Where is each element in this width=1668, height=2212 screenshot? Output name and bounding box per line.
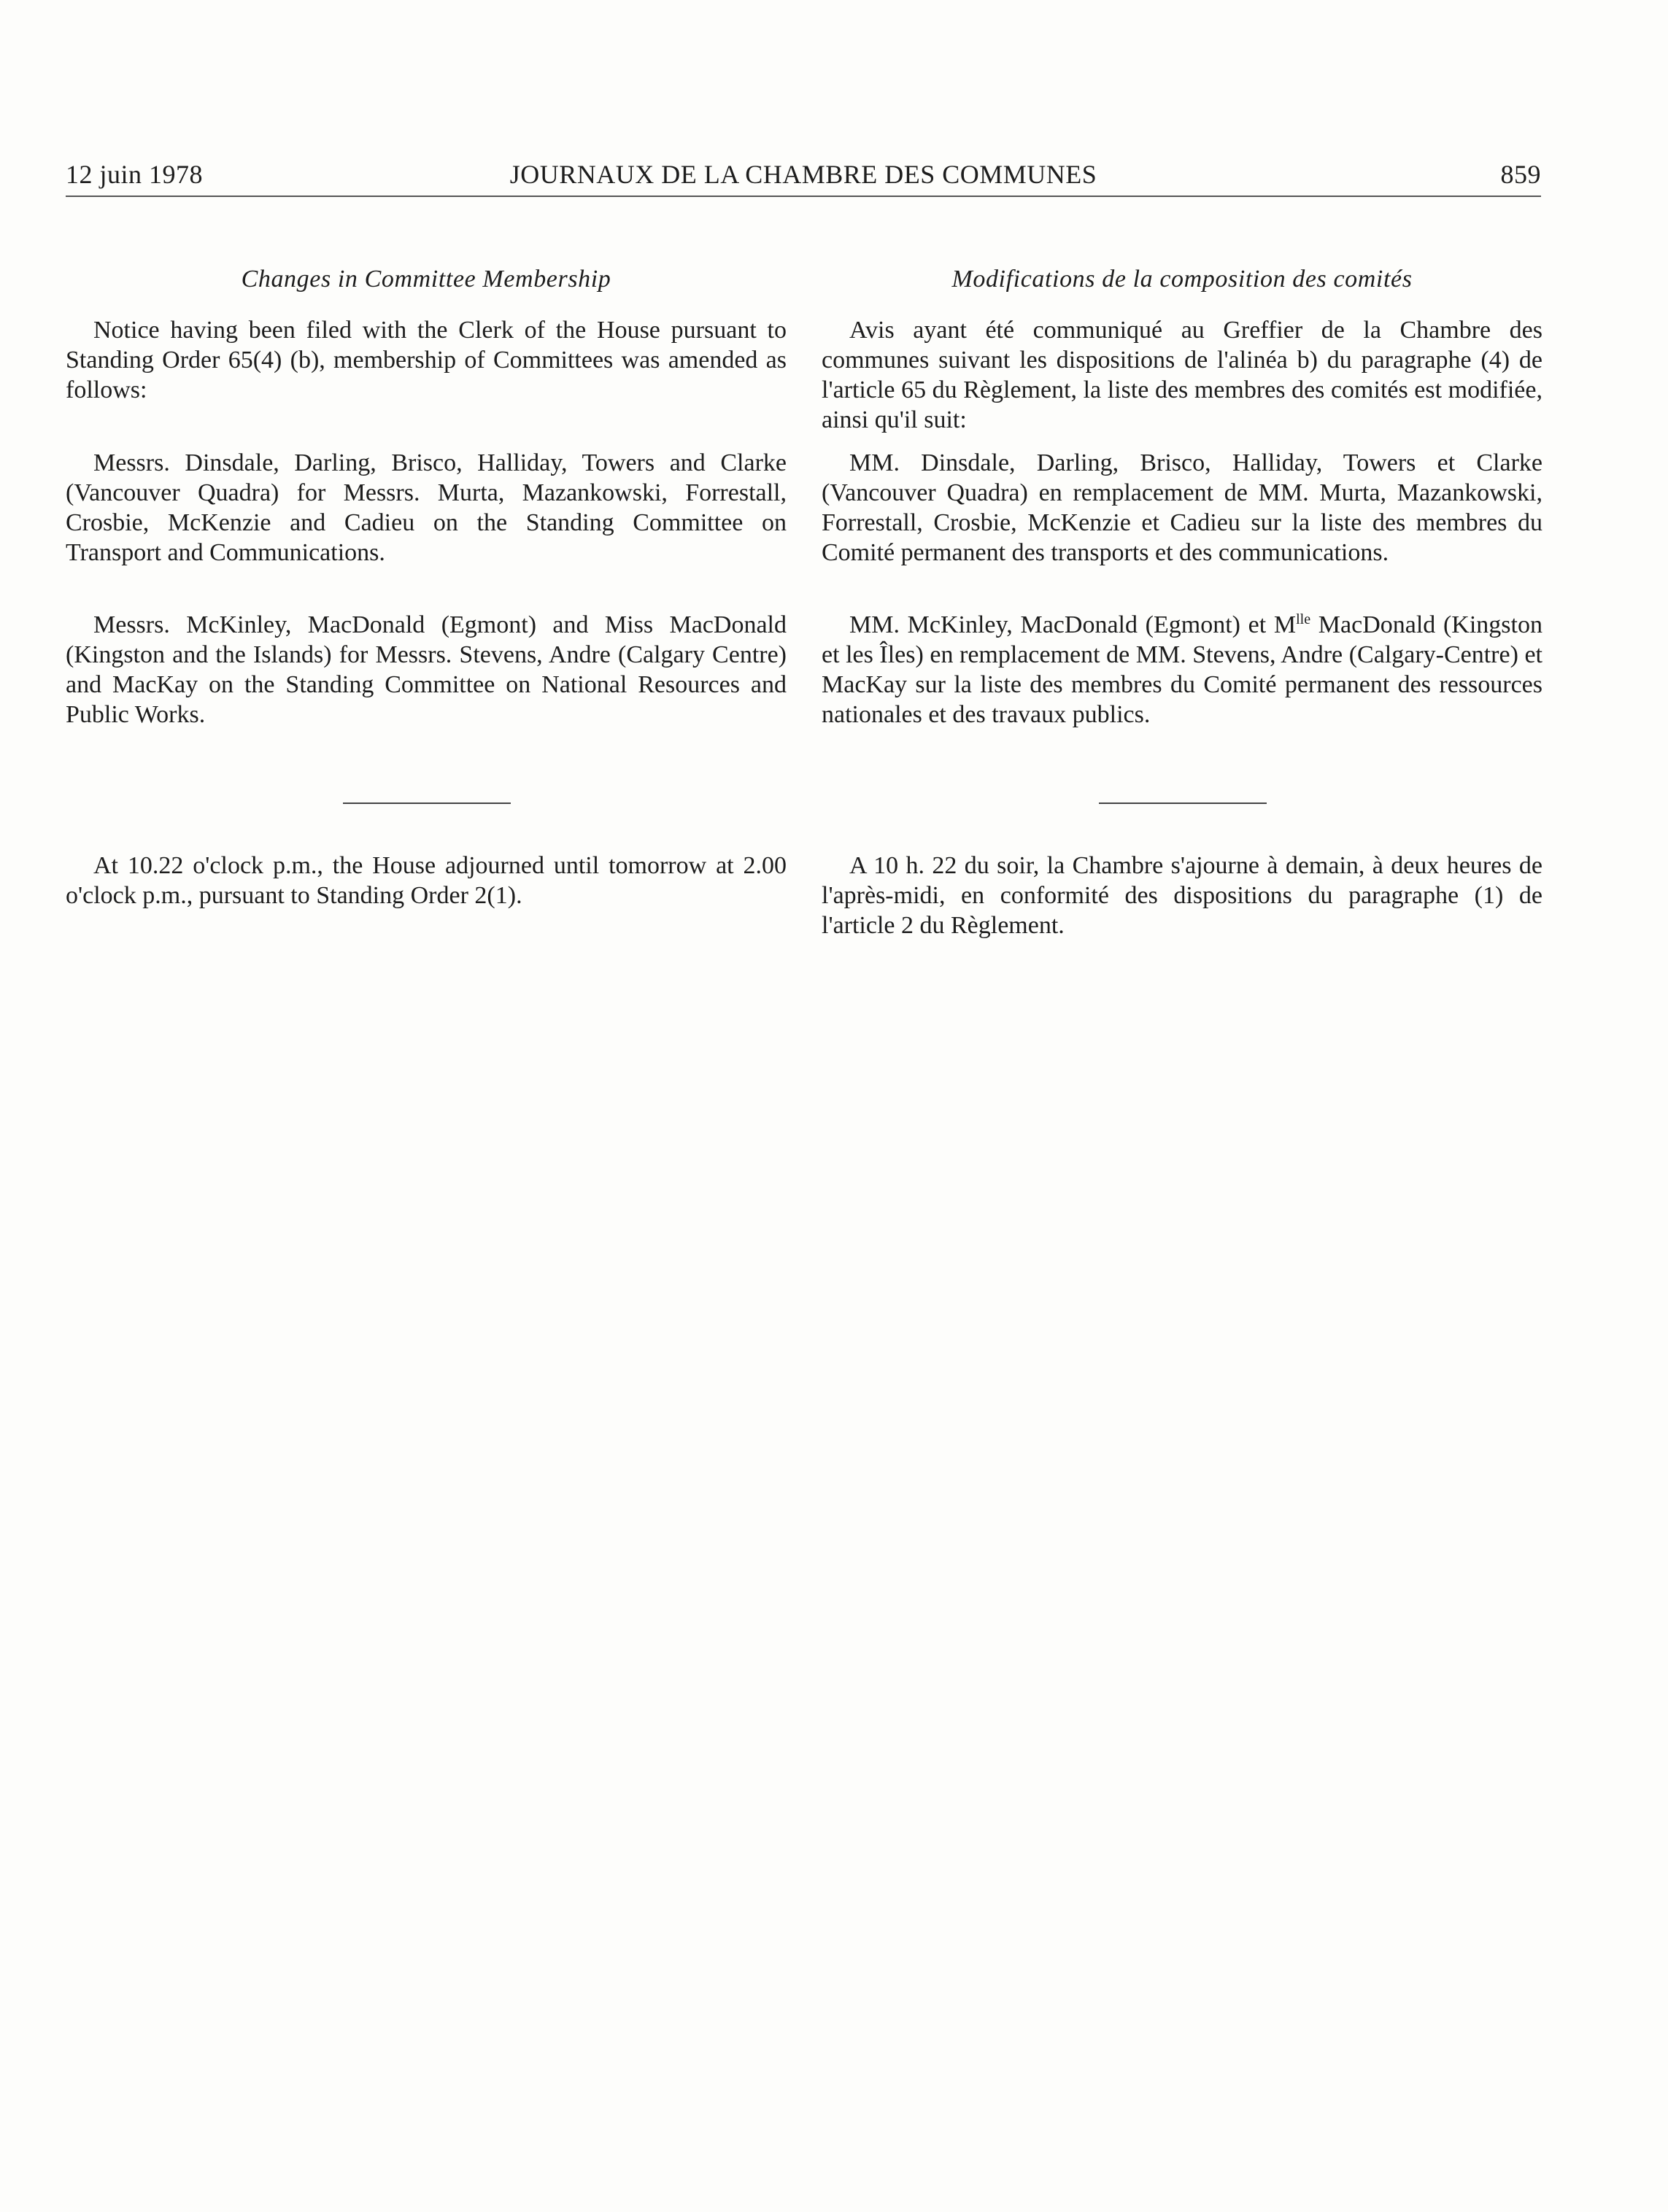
english-change-transport: Messrs. Dinsdale, Darling, Brisco, Halliday, Towers and Clarke (Vancouver Quadra) for Messrs. Murta, Mazankowski, Forrestall, Crosbie, McKenzie and Cadieu on the Standing Committee on Transport and Communications. [66, 449, 787, 566]
french-column [822, 264, 1542, 939]
french-change-resources [822, 610, 1542, 730]
french-adjournment: A 10 h. 22 du soir, la Chambre s'ajourne à demain, à deux heures de l'après-midi, en conformité des dispositions du paragraphe (1) de l'article 2 du Règlement. [822, 852, 1542, 939]
header-rule [66, 196, 1541, 197]
french-change-resources-start: MM. McKinley, MacDonald (Egmont) et M [849, 611, 1297, 638]
french-notice: Avis ayant été communiqué au Greffier de la Chambre des communes suivant les dispositions de l'alinéa b) du paragraphe (4) de l'article 65 du Règlement, la liste des membres des comités est modifiée, ainsi qu'il suit: [822, 317, 1542, 433]
english-notice: Notice having been filed with the Clerk of the House pursuant to Standing Order 65(4) (b), membership of Committees was amended as follows: [66, 317, 787, 403]
english-separator [343, 803, 511, 804]
running-header [66, 159, 1541, 197]
english-change-resources: Messrs. McKinley, MacDonald (Egmont) and Miss MacDonald (Kingston and the Islands) for Messrs. Stevens, Andre (Calgary Centre) and MacKay on the Standing Committee on National Resources and Public Works. [66, 611, 787, 728]
english-heading: Changes in Committee Membership [241, 266, 611, 293]
french-change-transport: MM. Dinsdale, Darling, Brisco, Halliday, Towers et Clarke (Vancouver Quadra) en remplacement de MM. Murta, Mazankowski, Forrestall, Crosbie, McKenzie et Cadieu sur la liste des membres du Comité permanent des transports et des communications. [822, 449, 1542, 566]
english-column [66, 264, 787, 909]
french-separator [1099, 803, 1267, 804]
header-date: 12 juin 1978 [66, 160, 204, 189]
mademoiselle-superscript: lle [1296, 611, 1311, 627]
french-heading: Modifications de la composition des comités [951, 266, 1413, 293]
french-change-resources-end: MacDonald (Kingston et les Îles) en remplacement de MM. Stevens, Andre (Calgary-Centre) et MacKay sur la liste des membres du Comité permanent des ressources nationales et des travaux publics. [822, 611, 1542, 728]
header-title: JOURNAUX DE LA CHAMBRE DES COMMUNES [509, 160, 1097, 189]
page-number: 859 [1500, 160, 1541, 189]
english-adjournment: At 10.22 o'clock p.m., the House adjourned until tomorrow at 2.00 o'clock p.m., pursuant to Standing Order 2(1). [66, 852, 787, 909]
